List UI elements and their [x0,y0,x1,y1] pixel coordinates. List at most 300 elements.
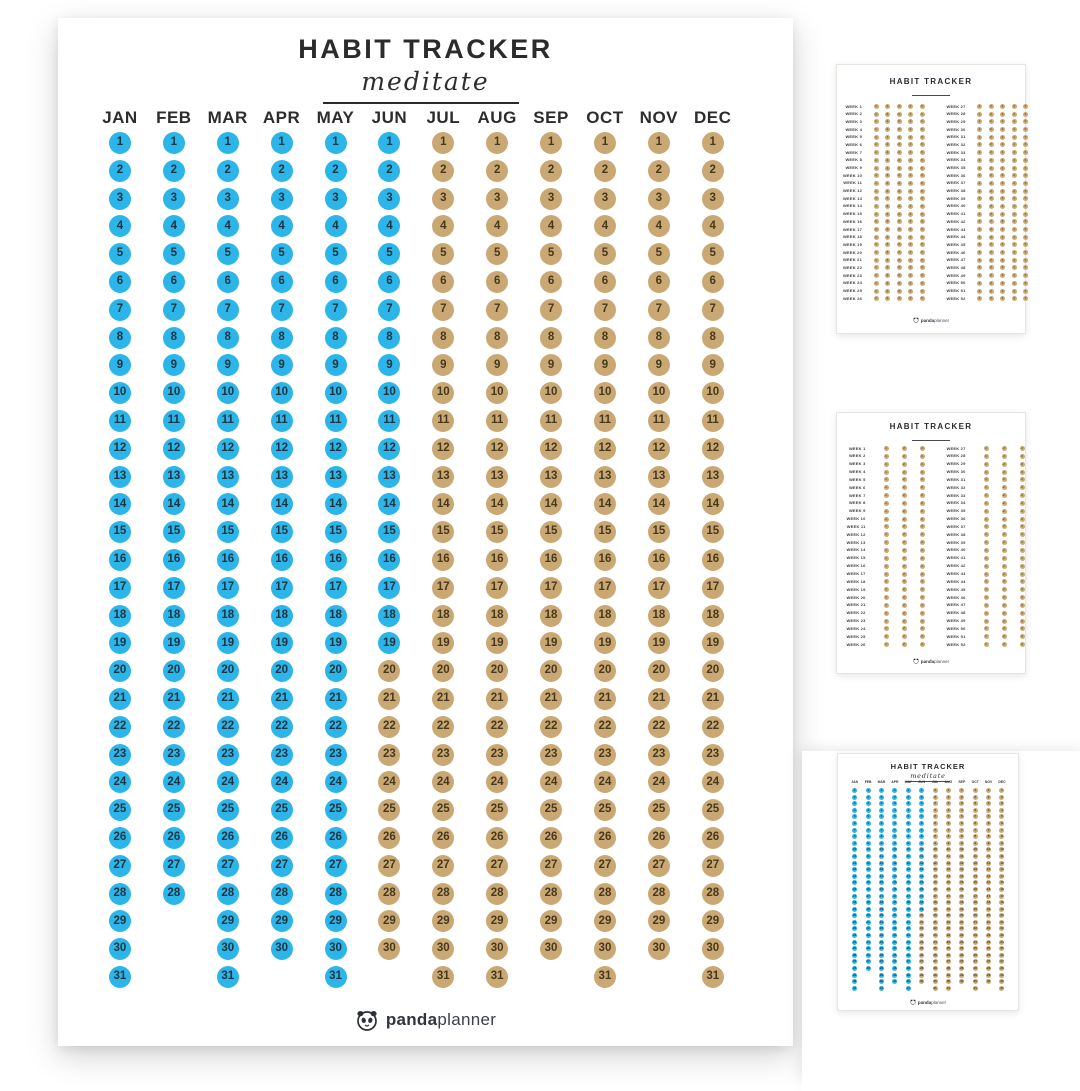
mini-day-dot: 10 [853,847,857,852]
mini-day-dot: 30 [933,979,937,984]
day-circle: 22 [432,716,454,738]
week-dot: 1 [875,273,877,278]
day-circle: 7 [163,299,185,321]
mini-day-dot: 21 [946,919,951,924]
mini-day-dot: 27 [946,959,951,964]
week-dot: 2 [886,273,889,278]
week-dot: 3 [1001,165,1004,170]
week-dot: 3 [1021,516,1023,521]
mini-day-dot: 27 [919,959,924,964]
week-label: WEEK 39 [946,195,966,201]
mini-day-dot: 3 [907,801,910,806]
day-circle: 21 [378,688,400,710]
week-dot: 1 [985,485,987,490]
week-dot: 5 [1024,188,1027,193]
mini-day-dot: 29 [946,972,951,977]
day-circle: 27 [648,855,670,877]
day-circle: 30 [217,938,239,960]
week-dot: 3 [1001,119,1004,124]
week-dot: 4 [909,134,912,139]
day-circle: 25 [325,799,347,821]
week-row [834,166,925,171]
week-row [834,196,925,201]
mini-day-dot: 24 [960,939,964,944]
thumb-title-underline [912,440,950,441]
day-circle: 26 [540,827,562,849]
mini-day-dot: 8 [894,834,896,839]
mini-day-dot: 25 [906,946,910,951]
mini-day-dot: 24 [893,939,897,944]
week-label: WEEK 41 [946,211,966,217]
mini-day-dot: 13 [986,867,991,872]
day-circle: 31 [486,966,508,988]
week-dot: 3 [1001,111,1004,116]
mini-day-dot: 4 [920,807,923,812]
week-dot: 3 [898,203,900,208]
mini-day-dot: 7 [934,827,936,832]
day-circle: 28 [271,883,293,905]
mini-day-dot: 2 [867,794,869,799]
day-circle: 24 [540,771,562,793]
week-dot: 3 [921,579,923,584]
mini-day-dot: 19 [973,906,977,911]
week-dot: 2 [886,111,889,116]
week-label: WEEK 3 [845,118,862,124]
week-row [938,446,1025,451]
day-circle: 30 [271,938,293,960]
day-circle: 4 [486,215,508,237]
mini-day-dot: 9 [867,840,869,845]
day-circle: 18 [540,605,562,627]
week-row [834,112,925,117]
week-dot: 5 [1024,173,1027,178]
week-row [838,477,925,482]
week-dot: 1 [978,173,981,178]
week-row [834,219,925,224]
week-dot: 2 [990,111,992,116]
day-circle: 4 [271,215,293,237]
week-dot: 2 [990,104,992,108]
week-row [938,127,1029,132]
day-circle: 29 [702,910,724,932]
week-row [938,112,1029,117]
week-dot: 2 [886,211,889,216]
day-circle: 20 [702,660,724,682]
week-dot: 1 [985,602,987,607]
week-dot: 4 [909,119,912,124]
day-circle: 31 [217,966,239,988]
week-dot: 3 [898,265,900,270]
week-dot: 5 [1024,111,1027,116]
mini-day-dot: 15 [986,880,991,885]
week-dot: 2 [903,532,905,537]
mini-day-dot: 24 [973,939,977,944]
day-circle: 29 [217,910,239,932]
day-circle: 14 [486,493,508,515]
mini-day-dot: 19 [906,906,910,911]
week-dot: 1 [875,157,877,162]
mini-day-dot: 26 [893,952,897,957]
day-circle: 6 [486,271,508,293]
mini-month-label: JUN [918,780,926,784]
week-dot: 4 [1013,257,1015,262]
week-dot: 3 [921,508,923,513]
mini-day-dot: 20 [986,913,991,918]
mini-day-dot: 13 [919,867,924,872]
day-circle: 18 [702,605,724,627]
mini-day-dot: 18 [866,900,870,905]
day-circle: 23 [325,744,347,766]
mini-day-dot: 17 [919,893,924,898]
week-dot: 3 [1021,618,1023,623]
week-dot: 2 [990,134,992,139]
day-circle: 19 [325,632,347,654]
week-label: WEEK 37 [946,180,966,186]
week-dot: 5 [921,211,923,216]
week-dot: 3 [921,618,923,623]
day-circle: 5 [271,243,293,265]
week-dot: 2 [1003,642,1005,647]
panda-icon [913,317,919,323]
week-dot: 1 [885,610,887,615]
mini-day-dot: 6 [974,820,977,825]
week-label: WEEK 39 [946,539,966,545]
week-dot: 5 [921,250,923,255]
mini-day-dot: 13 [866,867,870,872]
week-row [938,273,1029,278]
day-circle: 13 [109,466,131,488]
week-dot: 1 [885,618,887,623]
week-row [938,540,1025,545]
week-dot: 1 [875,104,877,108]
week-dot: 1 [885,508,887,513]
week-dot: 1 [885,500,887,505]
week-row [938,603,1025,608]
mini-day-dot: 20 [879,913,884,918]
week-label: WEEK 7 [848,492,866,498]
mini-day-dot: 5 [974,814,977,819]
week-dot: 5 [921,273,923,278]
day-circle: 17 [109,577,131,599]
mini-day-dot: 4 [1001,807,1003,812]
week-dot: 3 [921,626,923,631]
month-column [632,108,686,994]
mini-day-dot: 30 [1000,979,1004,984]
day-circle: 10 [271,382,293,404]
mini-day-dot: 20 [960,913,964,918]
week-dot: 2 [903,602,905,607]
day-circle: 28 [163,883,185,905]
week-dot: 2 [1003,516,1005,521]
mini-day-dot: 12 [919,860,924,865]
day-circle: 7 [109,299,131,321]
day-circle: 21 [325,688,347,710]
day-circle: 2 [540,160,562,182]
mini-day-dot: 3 [987,801,990,806]
thumbnail-mini-year[interactable] [837,753,1019,1011]
week-dot: 3 [1001,157,1004,162]
mini-day-dot: 19 [919,906,924,911]
mini-day-dot: 4 [907,807,910,812]
week-dot: 3 [1021,555,1023,560]
week-dot: 3 [898,234,900,239]
week-dot: 4 [1013,280,1015,285]
mini-day-dot: 16 [946,886,951,891]
mini-day-dot: 14 [866,873,870,878]
week-dot: 2 [1003,540,1005,545]
week-dot: 1 [875,203,877,208]
week-dot: 3 [1001,104,1004,108]
day-circle: 12 [648,438,670,460]
week-dot: 2 [990,288,992,293]
week-label: WEEK 19 [843,241,862,247]
mini-day-dot: 1 [934,788,936,792]
week-dot: 3 [1001,211,1004,216]
week-label: WEEK 27 [946,445,966,451]
mini-day-dot: 20 [933,913,937,918]
day-circle: 9 [432,354,454,376]
week-dot: 3 [1001,188,1004,193]
day-circle: 21 [648,688,670,710]
week-row [834,204,925,209]
mini-day-dot: 14 [919,873,924,878]
week-label: WEEK 21 [846,602,866,608]
day-circle: 26 [432,827,454,849]
week-dot: 4 [909,280,912,285]
week-row [938,158,1029,163]
mini-day-dot: 16 [879,886,884,891]
mini-day-dot: 30 [946,979,951,984]
day-circle: 29 [594,910,616,932]
week-dot: 1 [885,485,887,490]
day-circle: 27 [432,855,454,877]
day-circle: 20 [432,660,454,682]
week-row [834,150,925,155]
week-dot: 5 [1024,196,1027,201]
week-label: WEEK 47 [946,257,966,263]
week-dot: 2 [1003,469,1005,474]
mini-day-dot: 24 [933,939,937,944]
mini-day-dot: 10 [893,847,897,852]
mini-day-dot: 27 [906,959,910,964]
week-label: WEEK 33 [946,149,966,155]
week-dot: 1 [885,453,887,458]
week-row [938,289,1029,294]
week-label: WEEK 44 [946,234,966,240]
mini-month-label: JUL [931,780,939,784]
week-dot: 2 [903,500,905,505]
mini-month-label: SEP [958,780,966,784]
day-circle: 9 [378,354,400,376]
mini-day-dot: 20 [853,913,857,918]
week-dot: 1 [875,150,877,155]
week-dot: 5 [921,296,923,301]
week-row [938,642,1025,647]
week-dot: 4 [909,211,912,216]
week-dot: 5 [1024,257,1027,262]
mini-day-dot: 11 [960,853,964,858]
mini-day-dot: 20 [946,913,951,918]
week-label: WEEK 38 [946,531,966,537]
week-dot: 2 [886,227,889,231]
mini-day-dot: 11 [866,853,870,858]
week-label: WEEK 49 [946,618,966,624]
day-circle: 3 [163,188,185,210]
week-dot: 1 [978,111,981,116]
week-row [838,509,925,514]
month-label: AUG [477,108,517,127]
week-dot: 4 [1013,150,1015,155]
day-circle: 19 [486,632,508,654]
day-circle: 2 [378,160,400,182]
day-circle: 31 [325,966,347,988]
week-label: WEEK 25 [843,288,862,293]
week-dot: 1 [885,469,887,474]
mini-day-dot: 25 [879,946,884,951]
week-row [938,470,1025,475]
week-dot: 2 [1003,579,1005,584]
day-circle: 23 [109,744,131,766]
mini-day-dot: 30 [879,979,884,984]
day-circle: 15 [486,521,508,543]
thumbnail-weekly-5[interactable] [836,64,1026,334]
week-dot: 1 [875,257,877,262]
week-dot: 5 [1024,180,1027,185]
mini-day-dot: 3 [920,801,923,806]
week-dot: 1 [978,288,981,293]
day-circle: 4 [594,215,616,237]
week-dot: 4 [1013,203,1015,208]
week-dot: 3 [1001,196,1004,201]
day-circle: 13 [432,466,454,488]
day-circle: 14 [540,493,562,515]
mini-day-dot: 4 [960,807,963,812]
poster-title: HABIT TRACKER [298,34,553,64]
week-dot: 4 [1013,265,1015,270]
mini-day-dot: 21 [1000,919,1004,924]
day-circle: 8 [594,327,616,349]
week-dot: 4 [1013,288,1015,293]
day-circle: 9 [702,354,724,376]
week-dot: 2 [903,453,905,458]
week-column-group [834,104,925,304]
week-dot: 2 [1003,602,1005,607]
mini-day-dot: 12 [946,860,951,865]
week-dot: 4 [909,257,912,262]
day-circle: 11 [486,410,508,432]
weeks-grid [837,446,1025,650]
day-circle: 30 [540,938,562,960]
mini-day-dot: 8 [987,834,990,839]
day-circle: 8 [486,327,508,349]
day-circle: 29 [378,910,400,932]
week-row [938,235,1029,240]
week-dot: 2 [990,173,992,178]
week-dot: 2 [886,288,889,293]
week-row [938,204,1029,209]
week-dot: 4 [909,196,912,201]
week-dot: 3 [1001,257,1004,262]
day-circle: 30 [702,938,724,960]
day-circle: 29 [271,910,293,932]
week-dot: 4 [909,273,912,278]
week-dot: 4 [909,296,912,301]
mini-day-dot: 23 [893,933,897,938]
day-circle: 28 [325,883,347,905]
week-label: WEEK 32 [946,141,966,147]
week-dot: 3 [1021,493,1023,498]
day-circle: 24 [271,771,293,793]
mini-day-dot: 14 [973,873,977,878]
mini-month-column [875,780,888,992]
day-circle: 5 [163,243,185,265]
day-circle: 7 [540,299,562,321]
mini-month-column [969,780,982,992]
week-dot: 1 [978,196,981,201]
mini-day-dot: 6 [880,820,883,825]
day-circle: 31 [702,966,724,988]
mini-day-dot: 13 [946,867,951,872]
week-row [838,517,925,522]
mini-day-dot: 25 [866,946,870,951]
mini-day-dot: 14 [879,873,884,878]
week-dot: 3 [1001,134,1004,139]
day-circle: 19 [702,632,724,654]
week-row [938,212,1029,217]
day-circle: 30 [486,938,508,960]
week-dot: 1 [885,461,887,466]
month-label: MAY [316,108,355,127]
week-dot: 1 [885,579,887,584]
day-circle: 19 [648,632,670,654]
week-dot: 2 [903,595,905,600]
week-dot: 3 [898,211,900,216]
week-label: WEEK 44 [946,578,966,584]
mini-day-dot: 21 [866,919,870,924]
day-circle: 9 [217,354,239,376]
day-circle: 5 [217,243,239,265]
mini-day-dot: 22 [893,926,897,931]
day-circle: 7 [486,299,508,321]
day-circle: 1 [486,132,508,154]
mini-day-dot: 24 [919,939,924,944]
mini-day-dot: 20 [1000,913,1004,918]
day-circle: 12 [432,438,454,460]
week-dot: 2 [903,469,905,474]
mini-day-dot: 28 [906,966,910,971]
day-circle: 24 [109,771,131,793]
day-circle: 14 [702,493,724,515]
day-circle: 1 [217,132,239,154]
week-dot: 1 [875,119,877,124]
mini-day-dot: 5 [920,814,923,819]
week-dot: 2 [990,127,992,132]
day-circle: 30 [325,938,347,960]
day-circle: 5 [432,243,454,265]
week-dot: 3 [1001,227,1004,231]
week-dot: 4 [1013,165,1015,170]
brand-name: pandaplanner [920,658,950,664]
week-column-group [838,446,925,650]
week-label: WEEK 33 [946,492,966,498]
day-circle: 21 [217,688,239,710]
day-circle: 15 [325,521,347,543]
mini-day-dot: 7 [867,827,869,832]
mini-day-dot: 8 [974,834,977,839]
mini-day-dot: 12 [986,860,991,865]
thumbnail-weekly-3[interactable] [836,412,1026,674]
mini-day-dot: 5 [987,814,990,819]
